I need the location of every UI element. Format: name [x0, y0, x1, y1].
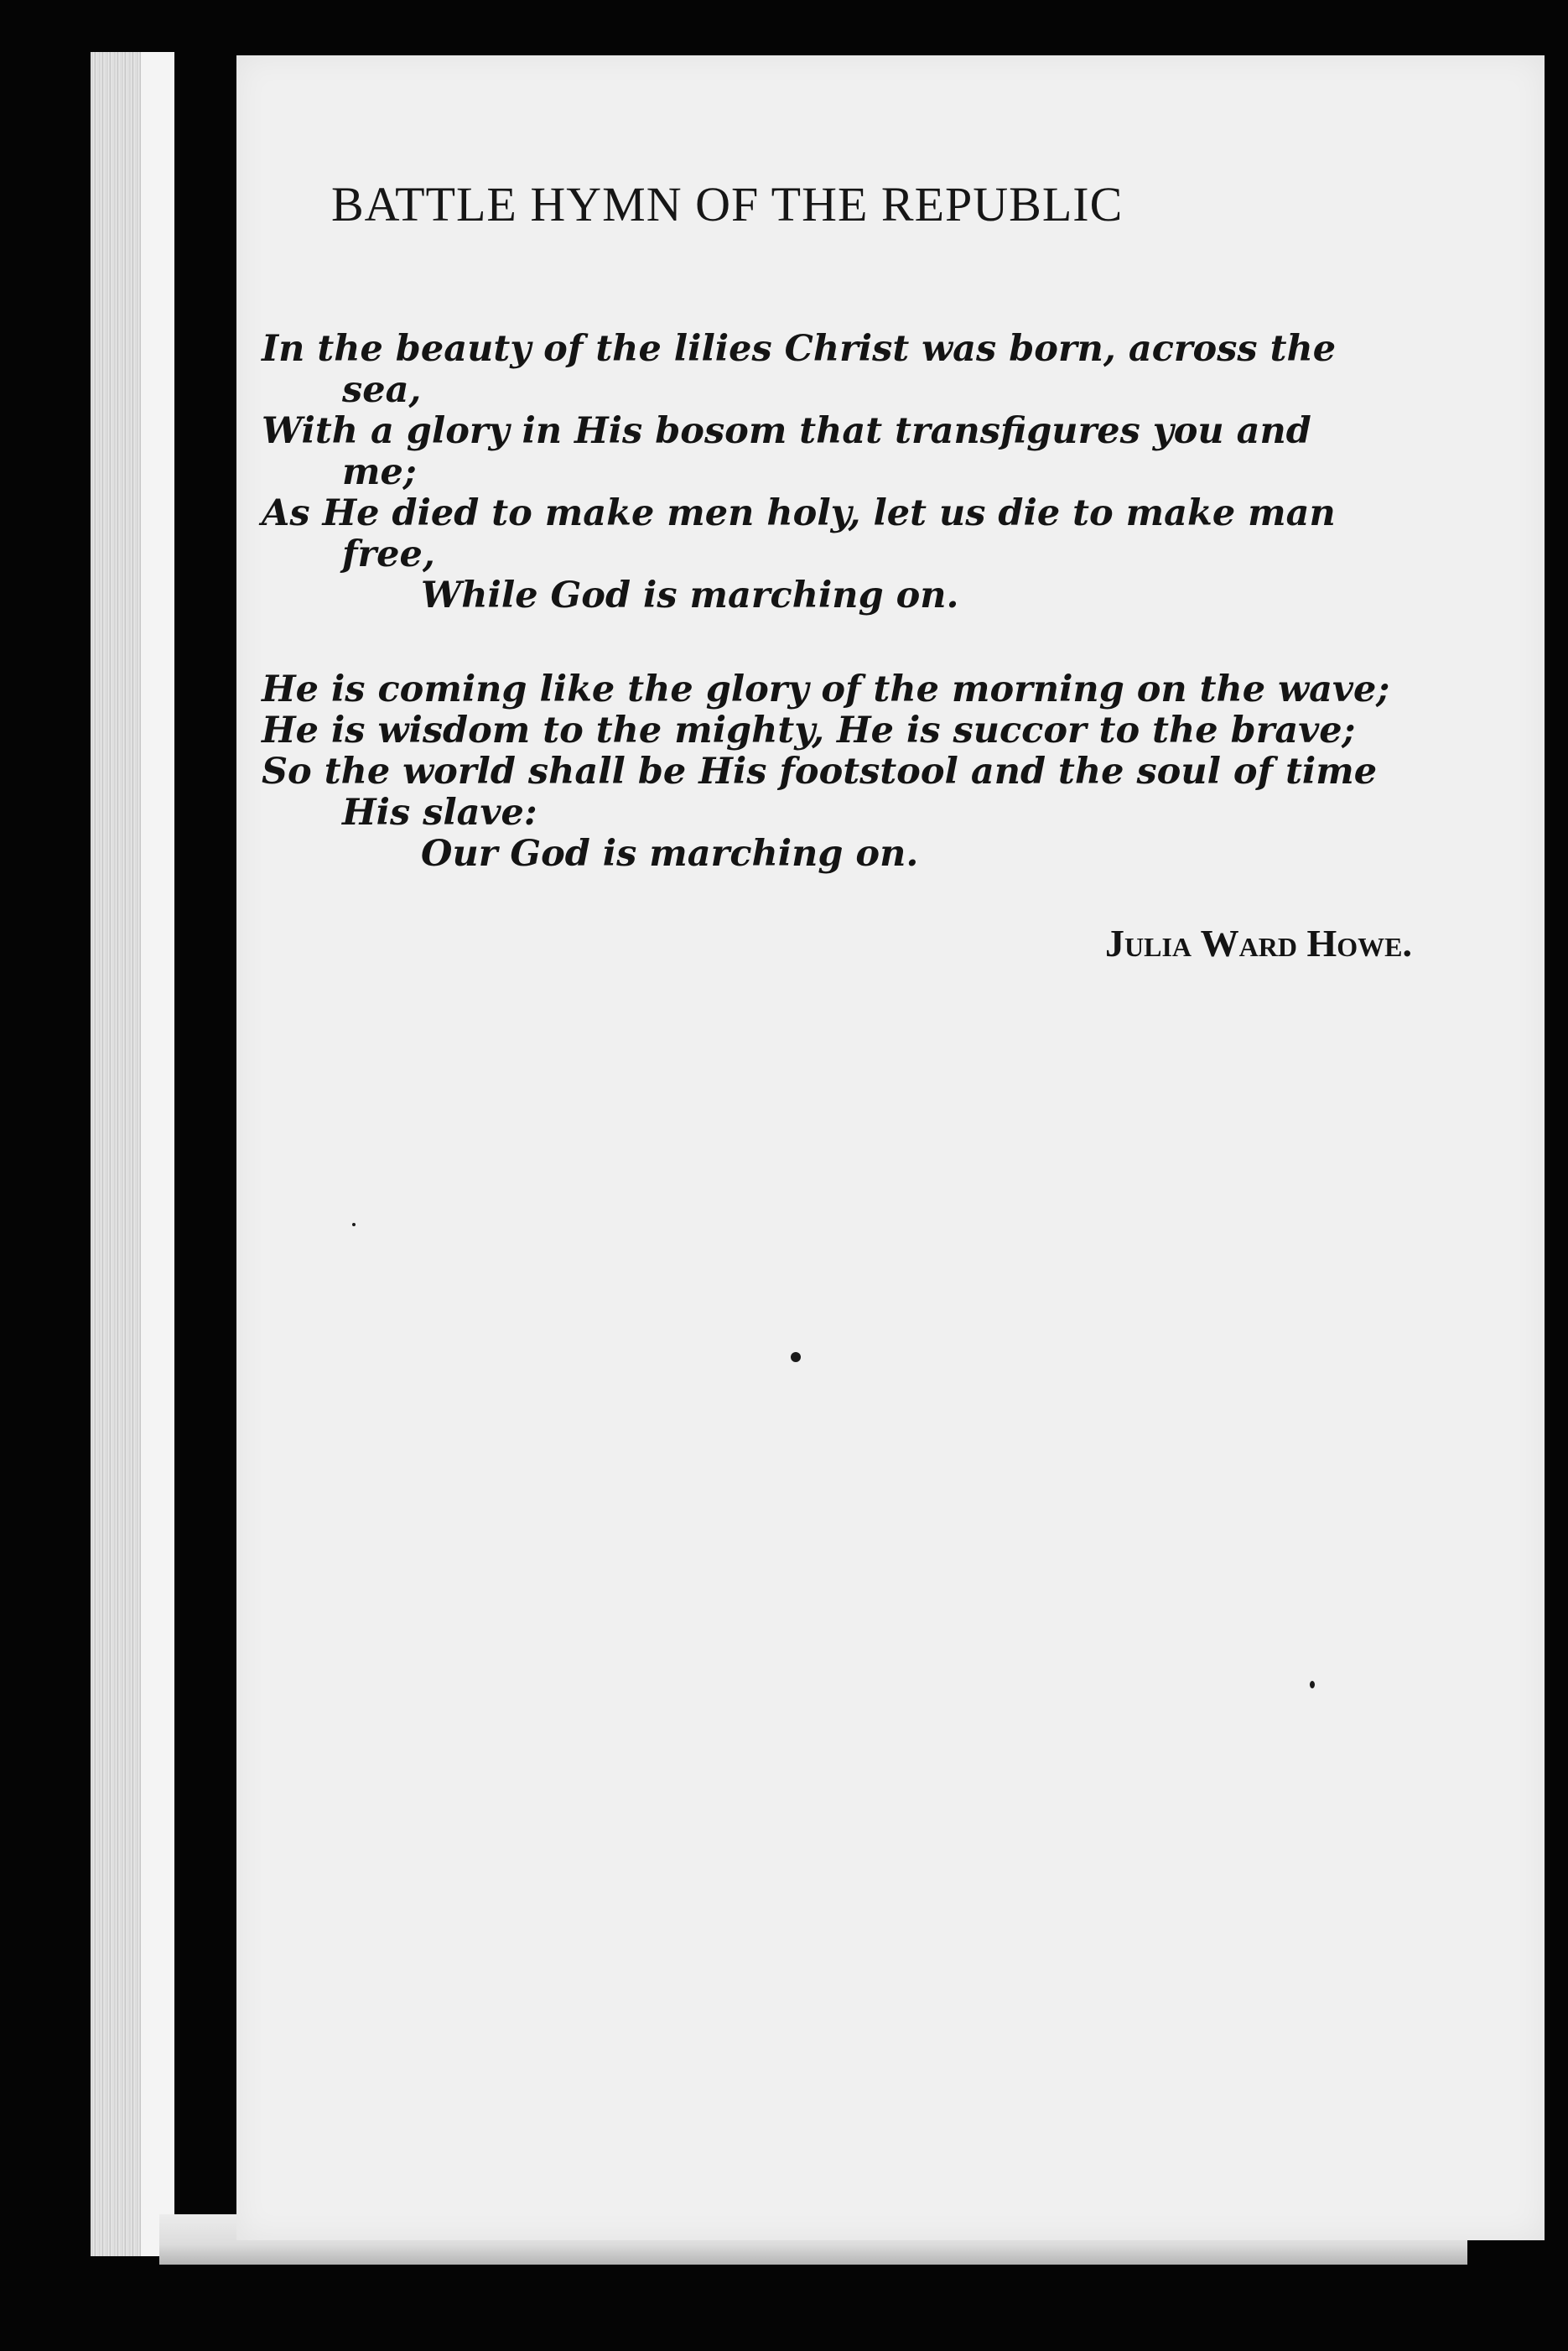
stanza-line: With a glory in His bosom that transfigures you and — [262, 410, 1311, 452]
stanza-line: In the beauty of the lilies Christ was born, across the — [262, 328, 1337, 370]
stanza-line: So the world shall be His footstool and the soul of time — [262, 751, 1378, 793]
stanza-1 — [262, 329, 1519, 616]
stanza-refrain: Our God is marching on. — [421, 833, 919, 875]
stanza-line: As He died to make men holy, let us die to make man — [262, 492, 1336, 534]
author-signature: Julia Ward Howe. — [1105, 922, 1413, 965]
poem-title: BATTLE HYMN OF THE REPUBLIC — [331, 177, 1124, 231]
stanza-line-continuation: me; — [342, 451, 417, 493]
ink-speck — [352, 1223, 356, 1226]
stanza-line-continuation: free, — [342, 533, 435, 575]
stanza-2 — [262, 669, 1519, 875]
stanza-line: He is wisdom to the mighty, He is succor to the brave; — [262, 710, 1356, 752]
stanza-line: He is coming like the glory of the morning on the wave; — [262, 668, 1390, 710]
stanza-line-continuation: sea, — [342, 369, 422, 411]
stanza-refrain: While God is marching on. — [421, 575, 959, 616]
ink-speck — [1310, 1681, 1315, 1688]
ink-speck — [791, 1352, 801, 1362]
stanza-line-continuation: His slave: — [342, 792, 537, 834]
book-page-edges — [91, 52, 174, 2256]
